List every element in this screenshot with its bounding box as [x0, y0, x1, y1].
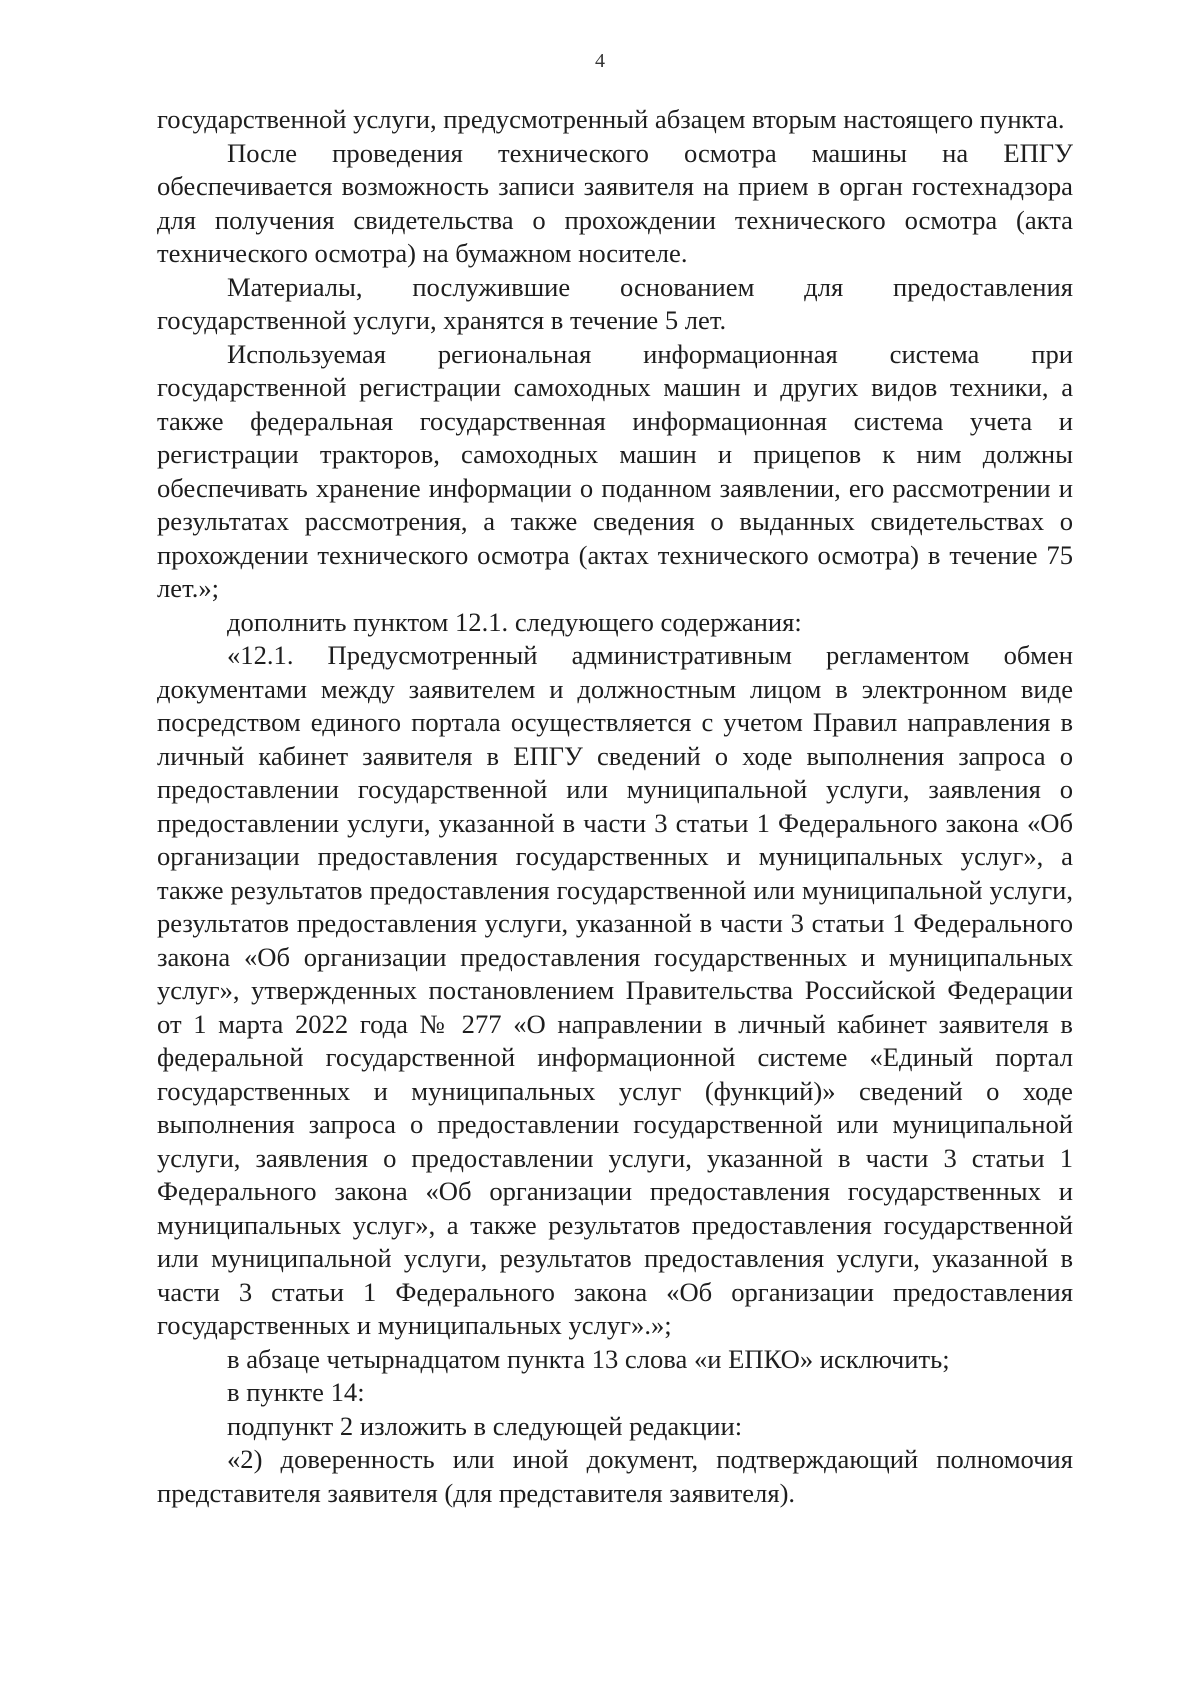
paragraph: дополнить пунктом 12.1. следующего содержания:	[227, 606, 802, 637]
page-number: 4	[595, 50, 605, 72]
paragraph: «2) доверенность или иной документ, подтверждающий полномочия представителя заявителя (для представителя заявителя).	[157, 1444, 1073, 1508]
paragraph: После проведения технического осмотра машины на ЕПГУ обеспечивается возможность записи заявителя на прием в орган гостехнадзора для получения свидетельства о прохождении технического осмотра (акта технического осмотра) на бумажном носителе.	[157, 137, 1073, 268]
paragraph: в пункте 14:	[227, 1377, 365, 1407]
paragraph: подпункт 2 изложить в следующей редакции:	[227, 1410, 743, 1441]
paragraph: «12.1. Предусмотренный административным регламентом обмен документами между заявителем и должностным лицом в электронном виде посредством единого портала осуществляется с учетом Правил направления в личный кабинет заявителя в ЕПГУ сведений о ходе выполнения запроса о предоставлении государственной или муниципальной услуги, заявления о предоставлении услуги, указанной в части 3 статьи 1 Федерального закона «Об организации предоставления государственных и муниципальных услуг», а также результатов предоставления государственной или муниципальной услуги, результатов предоставления услуги, указанной в части 3 статьи 1 Федерального закона «Об организации предоставления государственных и муниципальных услуг», утвержденных постановлением Правительства Российской Федерации от 1 марта 2022 года № 277 «О направлении в личный кабинет заявителя в федеральной государственной информационной системе «Единый портал государственных и муниципальных услуг (функций)» сведений о ходе выполнения запроса о предоставлении государственной или муниципальной услуги, заявления о предоставлении услуги, указанной в части 3 статьи 1 Федерального закона «Об организации предоставления государственных и муниципальных услуг», а также результатов предоставления государственной или муниципальной услуги, результатов предоставления услуги, указанной в части 3 статьи 1 Федерального закона «Об организации предоставления государственных и муниципальных услуг».»;	[157, 640, 1073, 1340]
paragraph: Используемая региональная информационная система при государственной регистрации самоходных машин и других видов техники, а также федеральная государственная информационная система учета и регистрации тракторов, самоходных машин и прицепов к ним должны обеспечивать хранение информации о поданном заявлении, его рассмотрении и результатах рассмотрения, а также сведения о выданных свидетельствах о прохождении технического осмотра (актах технического осмотра) в течение 75 лет.»;	[157, 338, 1073, 603]
paragraph: в абзаце четырнадцатом пункта 13 слова «и ЕПКО» исключить;	[227, 1343, 950, 1374]
paragraph: государственной услуги, предусмотренный абзацем вторым настоящего пункта.	[157, 104, 1065, 134]
paragraph: Материалы, послужившие основанием для предоставления государственной услуги, хранятся в течение 5 лет.	[157, 271, 1073, 335]
document-body	[157, 103, 1073, 1510]
